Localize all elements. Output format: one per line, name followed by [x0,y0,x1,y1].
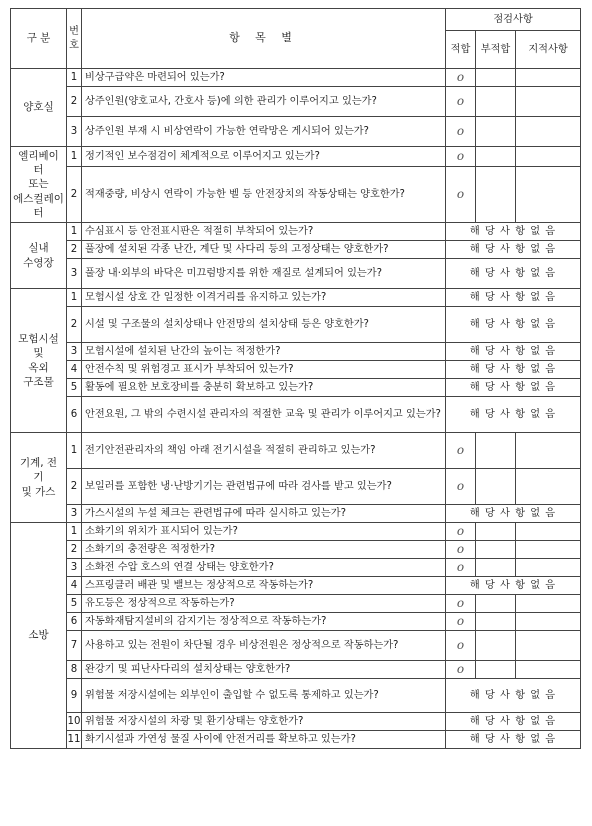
table-row [11,577,581,595]
table-row [11,69,581,87]
row-number: 2 [67,167,82,223]
fail-check-cell[interactable] [476,117,516,147]
check-item-text: 화기시설과 가연성 물질 사이에 안전거리를 확보하고 있는가? [82,731,446,749]
check-item-text: 유도등은 정상적으로 작동하는가? [82,595,446,613]
ok-check-mark[interactable]: o [446,69,476,87]
note-column-header: 지적사항 [516,31,581,69]
section-title: 양호실 [11,69,67,147]
row-number: 8 [67,661,82,679]
table-row [11,541,581,559]
ok-check-mark[interactable]: o [446,595,476,613]
row-number: 1 [67,523,82,541]
ok-check-mark[interactable]: o [446,469,476,505]
table-row [11,117,581,147]
section-title: 소방 [11,523,67,749]
ok-check-mark[interactable]: o [446,523,476,541]
not-applicable-note: 해 당 사 항 없 음 [446,259,581,289]
table-row [11,661,581,679]
table-row [11,523,581,541]
row-number: 3 [67,505,82,523]
check-item-text: 활동에 필요한 보호장비를 충분히 확보하고 있는가? [82,379,446,397]
row-number: 4 [67,361,82,379]
table-row [11,289,581,307]
not-applicable-note: 해 당 사 항 없 음 [446,289,581,307]
not-applicable-note: 해 당 사 항 없 음 [446,731,581,749]
table-row [11,343,581,361]
note-cell[interactable] [516,631,581,661]
check-item-text: 상주인원 부재 시 비상연락이 가능한 연락망은 게시되어 있는가? [82,117,446,147]
row-number: 6 [67,613,82,631]
fail-check-cell[interactable] [476,541,516,559]
check-item-text: 소화기의 위치가 표시되어 있는가? [82,523,446,541]
table-row [11,167,581,223]
ok-check-mark[interactable]: o [446,167,476,223]
ok-check-mark[interactable]: o [446,117,476,147]
number-header: 번 호 [67,9,82,69]
check-item-text: 풀장 내·외부의 바닥은 미끄럼방지를 위한 재질로 설계되어 있는가? [82,259,446,289]
check-group-header: 점검사항 [446,9,581,31]
row-number: 1 [67,223,82,241]
section-title: 실내 수영장 [11,223,67,289]
ok-check-mark[interactable]: o [446,147,476,167]
check-item-text: 가스시설의 누설 체크는 관련법규에 따라 실시하고 있는가? [82,505,446,523]
check-item-text: 안전요원, 그 밖의 수련시설 관리자의 적절한 교육 및 관리가 이루어지고 있는가? [82,397,446,433]
not-applicable-note: 해 당 사 항 없 음 [446,223,581,241]
table-row [11,613,581,631]
table-row [11,87,581,117]
not-applicable-note: 해 당 사 항 없 음 [446,307,581,343]
fail-check-cell[interactable] [476,661,516,679]
check-item-text: 수심표시 등 안전표시판은 적절히 부착되어 있는가? [82,223,446,241]
note-cell[interactable] [516,87,581,117]
row-number: 5 [67,379,82,397]
table-row [11,731,581,749]
check-item-text: 정기적인 보수점검이 체계적으로 이루어지고 있는가? [82,147,446,167]
ok-check-mark[interactable]: o [446,661,476,679]
fail-check-cell[interactable] [476,69,516,87]
note-cell[interactable] [516,433,581,469]
note-cell[interactable] [516,523,581,541]
row-number: 7 [67,631,82,661]
row-number: 10 [67,713,82,731]
check-item-text: 비상구급약은 마련되어 있는가? [82,69,446,87]
check-item-text: 적재중량, 비상시 연락이 가능한 벨 등 안전장치의 작동상태는 양호한가? [82,167,446,223]
row-number: 3 [67,343,82,361]
check-item-text: 안전수칙 및 위험경고 표시가 부착되어 있는가? [82,361,446,379]
not-applicable-note: 해 당 사 항 없 음 [446,343,581,361]
row-number: 2 [67,87,82,117]
check-item-text: 모험시설 상호 간 일정한 이격거리를 유지하고 있는가? [82,289,446,307]
note-cell[interactable] [516,595,581,613]
note-cell[interactable] [516,613,581,631]
row-number: 2 [67,307,82,343]
row-number: 2 [67,241,82,259]
table-row [11,433,581,469]
row-number: 1 [67,289,82,307]
table-row [11,223,581,241]
row-number: 3 [67,117,82,147]
table-row [11,379,581,397]
table-row [11,307,581,343]
row-number: 5 [67,595,82,613]
fail-column-header: 부적합 [476,31,516,69]
fail-check-cell[interactable] [476,147,516,167]
table-row [11,361,581,379]
ok-check-mark[interactable]: o [446,613,476,631]
category-header: 구 분 [11,9,67,69]
check-item-text: 상주인원(양호교사, 간호사 등)에 의한 관리가 이루어지고 있는가? [82,87,446,117]
check-item-text: 사용하고 있는 전원이 차단될 경우 비상전원은 정상적으로 작동하는가? [82,631,446,661]
ok-check-mark[interactable]: o [446,87,476,117]
row-number: 3 [67,259,82,289]
fail-check-cell[interactable] [476,523,516,541]
table-row [11,559,581,577]
fail-check-cell[interactable] [476,559,516,577]
check-item-text: 소화기의 충전량은 적정한가? [82,541,446,559]
fail-check-cell[interactable] [476,595,516,613]
not-applicable-note: 해 당 사 항 없 음 [446,679,581,713]
not-applicable-note: 해 당 사 항 없 음 [446,505,581,523]
row-number: 1 [67,147,82,167]
row-number: 9 [67,679,82,713]
note-cell[interactable] [516,541,581,559]
row-number: 2 [67,469,82,505]
not-applicable-note: 해 당 사 항 없 음 [446,379,581,397]
fail-check-cell[interactable] [476,433,516,469]
row-number: 4 [67,577,82,595]
check-item-text: 자동화재탐지설비의 감지기는 정상적으로 작동하는가? [82,613,446,631]
check-item-text: 위험물 저장시설의 차광 및 환기상태는 양호한가? [82,713,446,731]
check-item-text: 위험물 저장시설에는 외부인이 출입할 수 없도록 통제하고 있는가? [82,679,446,713]
ok-check-mark[interactable]: o [446,433,476,469]
check-item-text: 시설 및 구조물의 설치상태나 안전망의 설치상태 등은 양호한가? [82,307,446,343]
check-item-text: 보일러를 포함한 냉·난방기기는 관련법규에 따라 검사를 받고 있는가? [82,469,446,505]
table-row [11,679,581,713]
not-applicable-note: 해 당 사 항 없 음 [446,577,581,595]
note-cell[interactable] [516,69,581,87]
not-applicable-note: 해 당 사 항 없 음 [446,397,581,433]
check-item-text: 풀장에 설치된 각종 난간, 계단 및 사다리 등의 고정상태는 양호한가? [82,241,446,259]
check-item-text: 완강기 및 피난사다리의 설치상태는 양호한가? [82,661,446,679]
row-number: 6 [67,397,82,433]
note-cell[interactable] [516,147,581,167]
table-row [11,713,581,731]
item-header: 항 목 별 [82,9,446,69]
fail-check-cell[interactable] [476,613,516,631]
not-applicable-note: 해 당 사 항 없 음 [446,713,581,731]
table-row [11,595,581,613]
table-row [11,259,581,289]
table-row [11,147,581,167]
not-applicable-note: 해 당 사 항 없 음 [446,361,581,379]
fail-check-cell[interactable] [476,469,516,505]
fail-check-cell[interactable] [476,631,516,661]
fail-check-cell[interactable] [476,87,516,117]
checklist-body [11,69,581,749]
table-row [11,631,581,661]
table-row [11,241,581,259]
note-cell[interactable] [516,559,581,577]
row-number: 1 [67,433,82,469]
table-row [11,505,581,523]
section-title: 기계, 전 기 및 가스 [11,433,67,523]
row-number: 1 [67,69,82,87]
table-row [11,469,581,505]
row-number: 2 [67,541,82,559]
row-number: 11 [67,731,82,749]
note-cell[interactable] [516,117,581,147]
ok-check-mark[interactable]: o [446,541,476,559]
table-row [11,397,581,433]
fail-check-cell[interactable] [476,167,516,223]
inspection-checklist-table [10,8,581,749]
row-number: 3 [67,559,82,577]
check-item-text: 모험시설에 설치된 난간의 높이는 적정한가? [82,343,446,361]
not-applicable-note: 해 당 사 항 없 음 [446,241,581,259]
section-title: 모험시설 및 옥외 구조물 [11,289,67,433]
note-cell[interactable] [516,469,581,505]
ok-check-mark[interactable]: o [446,559,476,577]
check-item-text: 전기안전관리자의 책임 아래 전기시설을 적절히 관리하고 있는가? [82,433,446,469]
ok-column-header: 적합 [446,31,476,69]
check-item-text: 소화전 수압 호스의 연결 상태는 양호한가? [82,559,446,577]
section-title: 엘리베이 터 또는 에스컬레이 터 [11,147,67,223]
ok-check-mark[interactable]: o [446,631,476,661]
check-item-text: 스프링클러 배관 및 밸브는 정상적으로 작동하는가? [82,577,446,595]
note-cell[interactable] [516,167,581,223]
note-cell[interactable] [516,661,581,679]
